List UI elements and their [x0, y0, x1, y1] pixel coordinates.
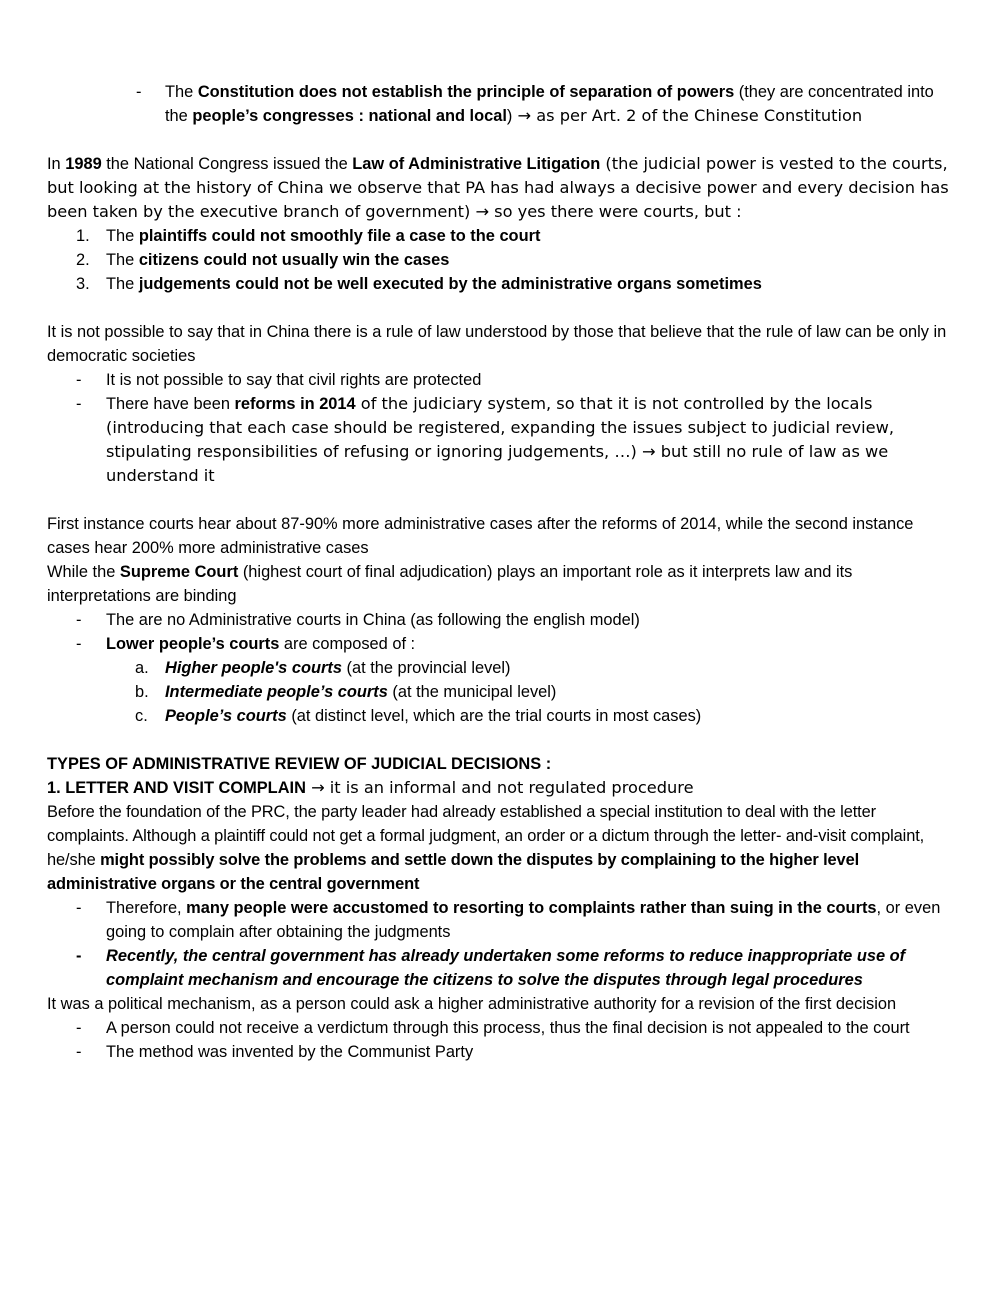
list-item: - It is not possible to say that civil rights are protected — [76, 371, 482, 389]
bullet-marker: - — [136, 83, 142, 101]
list-item: - Recently, the central government has already undertaken some reforms to reduce inappropriate use of complaint mechanism and encourage the citizens to solve the disputes through legal procedures — [76, 947, 906, 989]
list-item: - A person could not receive a verdictum through this process, thus the final decision is not appealed to the court — [76, 1019, 910, 1037]
list-item: 3. The judgements could not be well executed by the administrative organs sometimes — [76, 275, 762, 293]
bullet-text: The Constitution does not establish the principle of separation of powers (they are concentrated into the people’s congresses : national and local) → as per Art. 2 of the Chinese Constitution — [165, 83, 934, 125]
list-item: - Lower people’s courts are composed of : — [76, 635, 416, 653]
paragraph-first-instance: First instance courts hear about 87-90% more administrative cases after the reforms of 2014, while the second instance cases hear 200% more administrative cases — [47, 515, 914, 557]
list-item: 2. The citizens could not usually win the cases — [76, 251, 450, 269]
paragraph-1989: In 1989 the National Congress issued the Law of Administrative Litigation (the judicial power is vested to the courts, but looking at the history of China we observe that PA has had always a decisive power and every decision has been taken by the executive branch of government) → so yes there were courts, but : — [47, 154, 949, 221]
list-item: - The method was invented by the Communist Party — [76, 1043, 474, 1061]
document-page — [47, 80, 959, 1064]
list-item: - There have been reforms in 2014 of the judiciary system, so that it is not controlled by the locals (introducing that each case should be registered, expanding the issues subject to judicial review, stipulating responsibilities of refusing or ignoring judgements, …) → but still no rule of law as we understand it — [76, 394, 894, 485]
subsection-heading: 1. LETTER AND VISIT COMPLAIN → it is an informal and not regulated procedure — [47, 778, 694, 797]
paragraph-political: It was a political mechanism, as a person could ask a higher administrative authority for a revision of the first decision — [47, 995, 897, 1013]
list-item: - Therefore, many people were accustomed to resorting to complaints rather than suing in the courts, or even going to complain after obtaining the judgments — [76, 899, 941, 941]
paragraph-before-prc: Before the foundation of the PRC, the party leader had already established a special institution to deal with the letter complaints. Although a plaintiff could not get a formal judgment, an order or a dictum through the letter- and-visit complaint, he/she might possibly solve the problems and settle down the disputes by complaining to the higher level administrative organs or the central government — [47, 803, 925, 893]
list-item: c. People’s courts (at distinct level, which are the trial courts in most cases) — [135, 707, 702, 725]
paragraph-rule-of-law: It is not possible to say that in China there is a rule of law understood by those that believe that the rule of law can be only in democratic societies — [47, 323, 947, 365]
paragraph-supreme-court: While the Supreme Court (highest court of final adjudication) plays an important role as it interprets law and its interpretations are binding — [47, 563, 853, 605]
list-item: a. Higher people's courts (at the provincial level) — [135, 659, 511, 677]
section-heading: TYPES OF ADMINISTRATIVE REVIEW OF JUDICIAL DECISIONS : — [47, 755, 552, 773]
list-item: 1. The plaintiffs could not smoothly file a case to the court — [76, 227, 541, 245]
list-item: - The are no Administrative courts in China (as following the english model) — [76, 611, 640, 629]
constitution-bullet — [47, 80, 959, 128]
list-item: b. Intermediate people’s courts (at the municipal level) — [135, 683, 557, 701]
